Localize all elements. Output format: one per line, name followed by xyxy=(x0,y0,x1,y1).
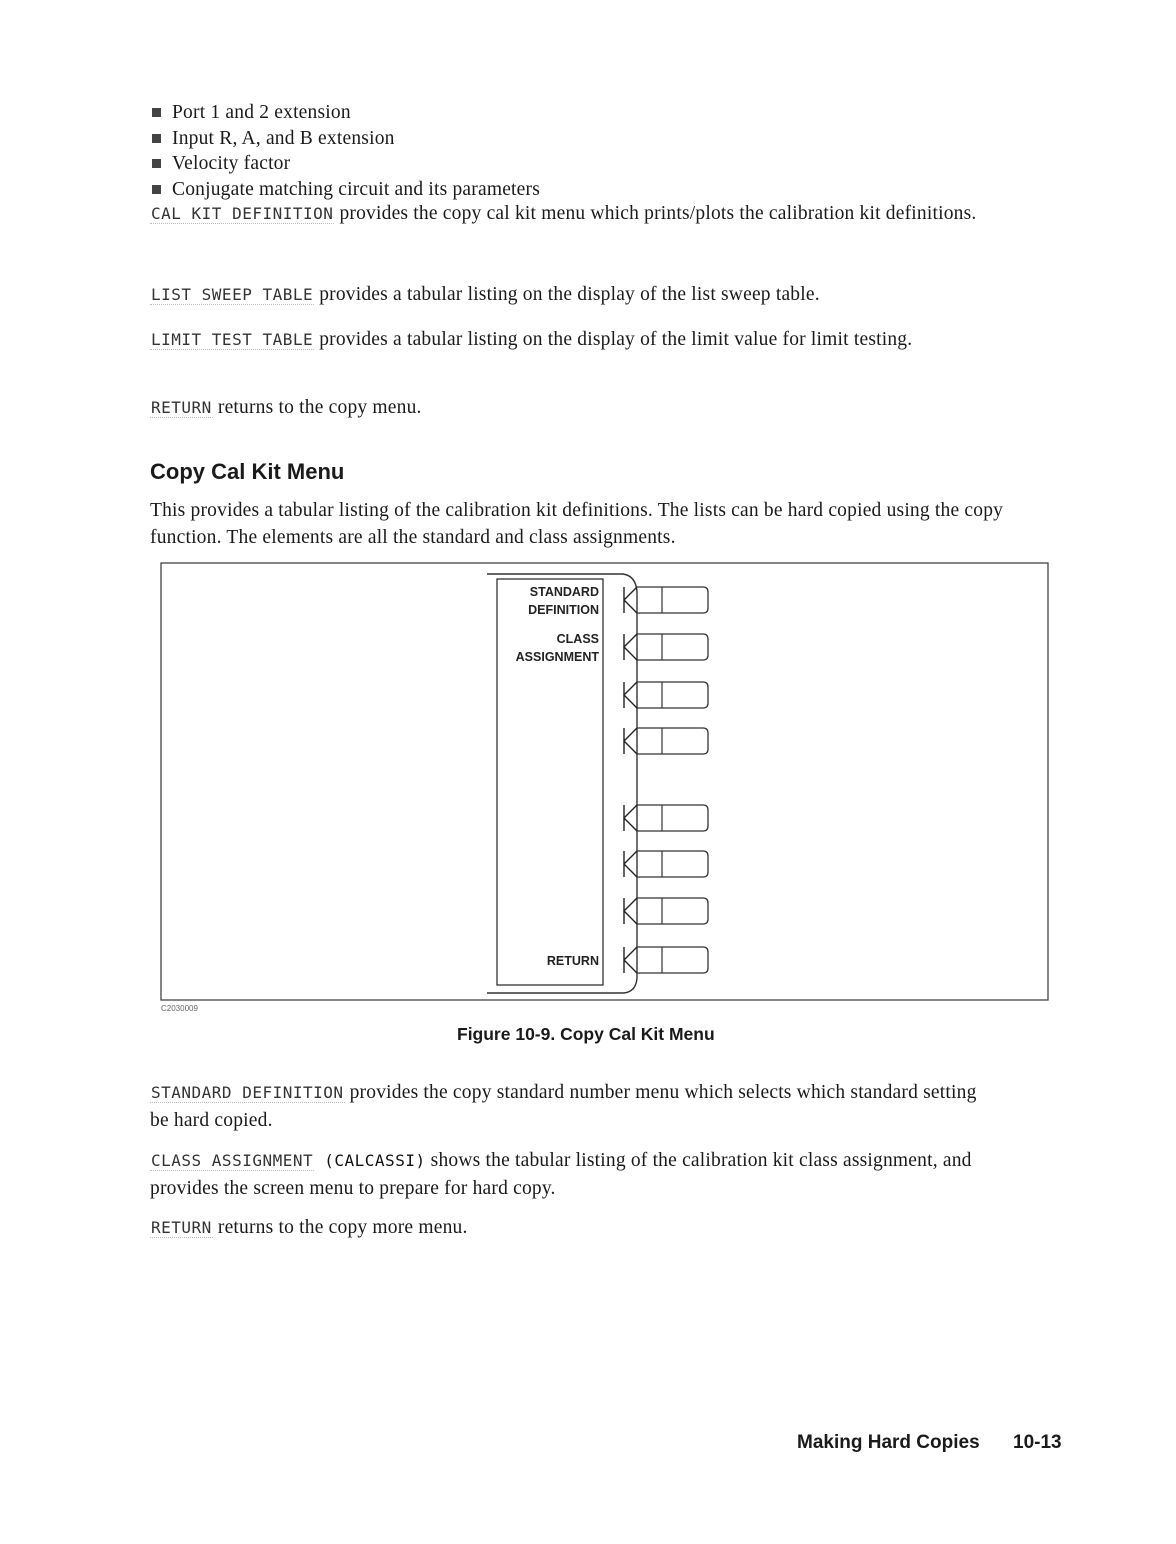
softkey-name: RETURN xyxy=(151,1218,212,1237)
description-text: returns to the copy more menu. xyxy=(212,1217,468,1238)
softkey-pointer-icon xyxy=(624,805,637,831)
softkey-pointer-icon xyxy=(624,851,637,877)
footer-chapter-title: Making Hard Copies xyxy=(797,1432,980,1453)
figure-code: C2030009 xyxy=(161,1004,198,1013)
softkey-body xyxy=(637,728,708,754)
description-text: provides a tabular listing on the display of the limit value for limit testing. xyxy=(314,329,913,350)
softkey-label-group xyxy=(516,585,600,968)
description-text: provides the copy cal kit menu which prints/plots the calibration kit definitions. xyxy=(334,203,977,224)
softkey-name: LIST SWEEP TABLE xyxy=(151,285,314,304)
standard-definition-description xyxy=(150,1079,990,1135)
softkey-pointer-icon xyxy=(624,634,637,660)
softkey-pointer-icon xyxy=(624,587,637,613)
softkey-body xyxy=(637,634,708,660)
bullet-text: Velocity factor xyxy=(172,153,291,174)
description-text: provides a tabular listing on the display of the list sweep table. xyxy=(314,284,820,305)
bullet-text: Input R, A, and B extension xyxy=(172,127,395,149)
softkey-name: LIMIT TEST TABLE xyxy=(151,330,314,349)
mnemonic: (CALCASSI) xyxy=(314,1151,426,1170)
return-more-description xyxy=(150,1214,1050,1242)
description-text: returns to the copy menu. xyxy=(212,397,422,418)
softkey-body xyxy=(637,947,708,973)
softkey-pointer-icon xyxy=(624,728,637,754)
bullet-text: Port 1 and 2 extension xyxy=(172,102,351,123)
softkey-body xyxy=(637,805,708,831)
figure-caption: Figure 10-9. Copy Cal Kit Menu xyxy=(457,1024,715,1044)
softkey-label: DEFINITION xyxy=(528,603,599,617)
class-assignment-description xyxy=(150,1147,980,1203)
softkey-pointer-icon xyxy=(624,898,637,924)
softkey-name: CAL KIT DEFINITION xyxy=(151,204,334,223)
softkey-body xyxy=(637,682,708,708)
softkey-pointer-icon xyxy=(624,682,637,708)
description-text: provides the copy standard number menu which selects which standard setting be hard copied. xyxy=(150,1082,977,1131)
softkey-name: RETURN xyxy=(151,398,212,417)
softkey-body xyxy=(637,898,708,924)
footer-page-number: 10-13 xyxy=(1013,1432,1062,1453)
softkey-pointer-icon xyxy=(624,947,637,973)
description-text: shows the tabular listing of the calibration kit class assignment, and provides the screen menu to prepare for hard copy. xyxy=(150,1150,972,1199)
section-intro: This provides a tabular listing of the calibration kit definitions. The lists can be hard copied using the copy function. The elements are all the standard and class assignments. xyxy=(150,500,1004,548)
softkey-label: ASSIGNMENT xyxy=(515,650,599,664)
softkey-body xyxy=(637,587,708,613)
softkey-label: RETURN xyxy=(546,954,599,968)
softkey-label: CLASS xyxy=(556,632,599,646)
softkey-label: STANDARD xyxy=(529,585,599,599)
figure-frame xyxy=(161,563,1048,1000)
section-title: Copy Cal Kit Menu xyxy=(150,459,345,484)
bullet-text: Conjugate matching circuit and its parameters xyxy=(172,178,541,200)
softkey-body xyxy=(637,851,708,877)
softkey-name: STANDARD DEFINITION xyxy=(151,1083,344,1102)
softkey-name: CLASS ASSIGNMENT xyxy=(151,1151,314,1170)
